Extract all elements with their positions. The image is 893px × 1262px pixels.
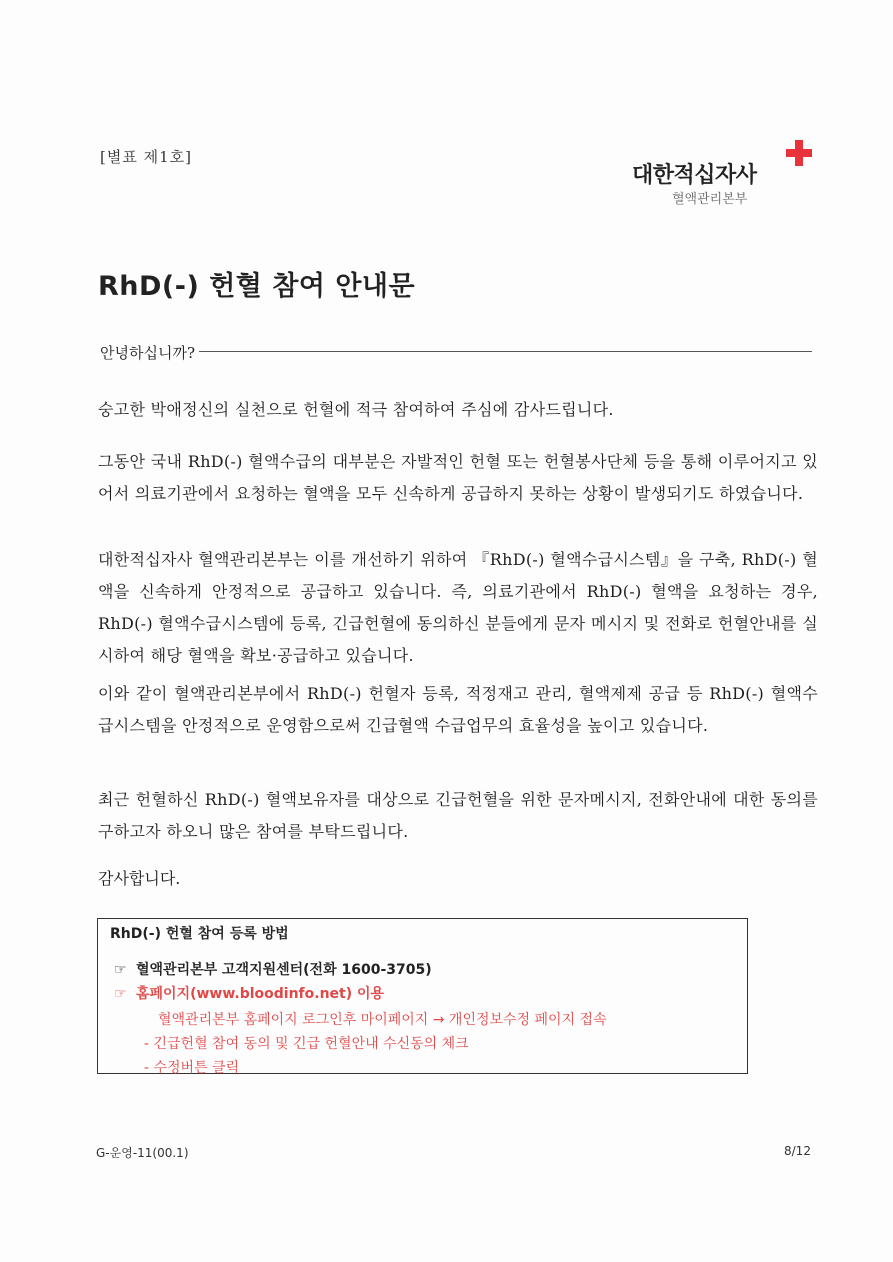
divider [100,351,812,352]
closing-text: 감사합니다. [98,869,181,888]
red-cross-icon [786,140,812,166]
registration-box [97,918,748,1074]
logo-name: 대한적십자사 [632,163,757,188]
registration-homepage-text: 홈페이지(www.bloodinfo.net) 이용 [136,986,385,1002]
pointing-hand-icon: ☞ [114,986,127,1002]
registration-phone [114,959,432,979]
page-number: 8/12 [784,1144,811,1158]
document-title: RhD(-) 헌혈 참여 안내문 [98,271,416,302]
paragraph-3: 대한적십자사 혈액관리본부는 이를 개선하기 위하여 『RhD(-) 혈액수급시스템』을 구축, RhD(-) 혈액을 신속하게 안정적으로 공급하고 있습니다. 즉, 의료기관에서 RhD(-) 혈액을 요청하는 경우, RhD(-) 혈액수급시스템에 등록, 긴급헌혈에 동의하신 분들에게 문자 메시지 및 전화로 헌혈안내를 실시하여 해당 혈액을 확보·공급하고 있습니다. [98,550,818,665]
registration-title: RhD(-) 헌혈 참여 등록 방법 [110,926,289,942]
appendix-label: [별표 제1호] [100,148,192,166]
logo-subtitle: 혈액관리본부 [672,192,748,207]
registration-step-submit: - 수정버튼 클릭 [144,1060,240,1076]
paragraph-4: 이와 같이 혈액관리본부에서 RhD(-) 헌혈자 등록, 적정재고 관리, 혈액제제 공급 등 RhD(-) 혈액수급시스템을 안정적으로 운영함으로써 긴급혈액 수급업무의 효율성을 높이고 있습니다. [98,684,818,735]
registration-step-login: 혈액관리본부 홈페이지 로그인후 마이페이지 → 개인정보수정 페이지 접속 [158,1012,607,1028]
form-code: G-운영-11(00.1) [96,1146,189,1160]
paragraph-2: 그동안 국내 RhD(-) 혈액수급의 대부분은 자발적인 헌혈 또는 헌혈봉사단체 등을 통해 이루어지고 있어서 의료기관에서 요청하는 혈액을 모두 신속하게 공급하지 못하는 상황이 발생되기도 하였습니다. [98,452,818,503]
registration-step-consent: - 긴급헌혈 참여 동의 및 긴급 헌혈안내 수신동의 체크 [144,1036,469,1052]
paragraph-1: 숭고한 박애정신의 실천으로 헌혈에 적극 참여하여 주심에 감사드립니다. [98,400,614,419]
greeting-row [100,342,812,364]
paragraph-5: 최근 헌혈하신 RhD(-) 혈액보유자를 대상으로 긴급헌혈을 위한 문자메시지, 전화안내에 대한 동의를 구하고자 하오니 많은 참여를 부탁드립니다. [98,790,818,841]
red-cross-logo [620,138,820,208]
registration-phone-text: 혈액관리본부 고객지원센터(전화 1600-3705) [136,962,432,978]
pointing-hand-icon: ☞ [114,962,127,978]
registration-homepage [114,983,384,1003]
greeting: 안녕하십니까? [100,342,199,363]
